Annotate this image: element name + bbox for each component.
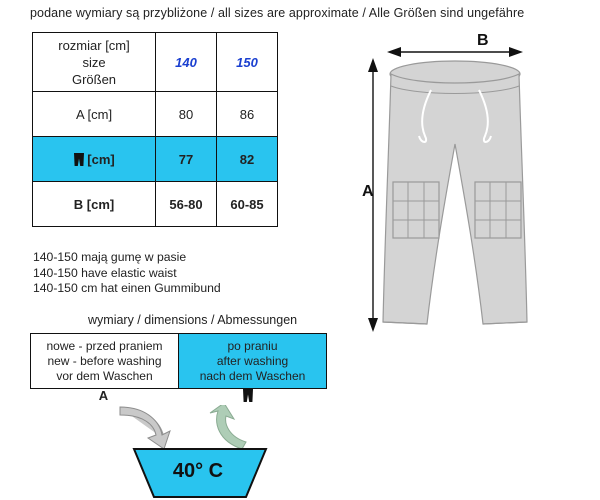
wash-before-legend: A: [98, 388, 109, 403]
pants-icon: [242, 389, 254, 402]
pocket-left: [393, 182, 439, 238]
wash-before-line-en: new - before washing: [47, 353, 162, 368]
dimensions-caption: wymiary / dimensions / Abmessungen: [88, 313, 298, 327]
pocket-right: [475, 182, 521, 238]
row-a-value-140: 80: [156, 92, 217, 137]
table-row: [33, 182, 278, 227]
row-label-pants-text: [cm]: [87, 151, 115, 167]
wash-after-line-en: after washing: [216, 353, 289, 368]
wash-after-legend: [176, 388, 321, 403]
pants-label-b: B: [477, 32, 489, 49]
wash-before-cell: [31, 334, 179, 389]
table-row: [33, 92, 278, 137]
note-en: 140-150 have elastic waist: [33, 265, 177, 280]
wash-comparison-table: [30, 333, 327, 389]
wash-before-line-pl: nowe - przed praniem: [46, 338, 163, 353]
row-b-value-140: 56-80: [156, 182, 217, 227]
wash-after-line-de: nach dem Waschen: [199, 368, 306, 383]
row-label-b: B [cm]: [33, 182, 156, 227]
size-table: [32, 32, 278, 227]
size-column-140: 140: [156, 33, 217, 92]
elastic-waist-notes: [33, 250, 221, 297]
size-table-header-label: [33, 33, 156, 92]
pants-label-a: A: [362, 183, 374, 200]
row-pants-value-150: 82: [217, 137, 278, 182]
header-line-en: size: [82, 54, 106, 70]
wash-temperature: 40° C: [172, 460, 224, 482]
wash-before-line-de: vor dem Waschen: [56, 368, 153, 383]
row-a-value-150: 86: [217, 92, 278, 137]
size-table-header-row: [33, 33, 278, 92]
row-b-value-150: 60-85: [217, 182, 278, 227]
header-line-de: Größen: [71, 71, 117, 87]
header-line-pl: rozmiar [cm]: [58, 37, 130, 53]
row-label-pants: [33, 137, 156, 182]
pants-icon: [73, 153, 85, 166]
note-pl: 140-150 mają gumę w pasie: [33, 250, 187, 264]
row-pants-value-140: 77: [156, 137, 217, 182]
table-row: [31, 334, 327, 389]
arrow-left-gray: [120, 407, 170, 449]
size-column-150: 150: [217, 33, 278, 92]
measure-b-arrow: [387, 47, 523, 57]
wash-after-cell: [179, 334, 327, 389]
table-row: [33, 137, 278, 182]
wash-after-line-pl: po praniu: [227, 338, 278, 353]
header-note: podane wymiary są przybliżone / all sizes are approximate / Alle Größen sind ungefähre: [30, 6, 525, 20]
arrow-right-green: [210, 405, 246, 449]
row-label-a: A [cm]: [33, 92, 156, 137]
note-de: 140-150 cm hat einen Gummibund: [33, 281, 221, 295]
